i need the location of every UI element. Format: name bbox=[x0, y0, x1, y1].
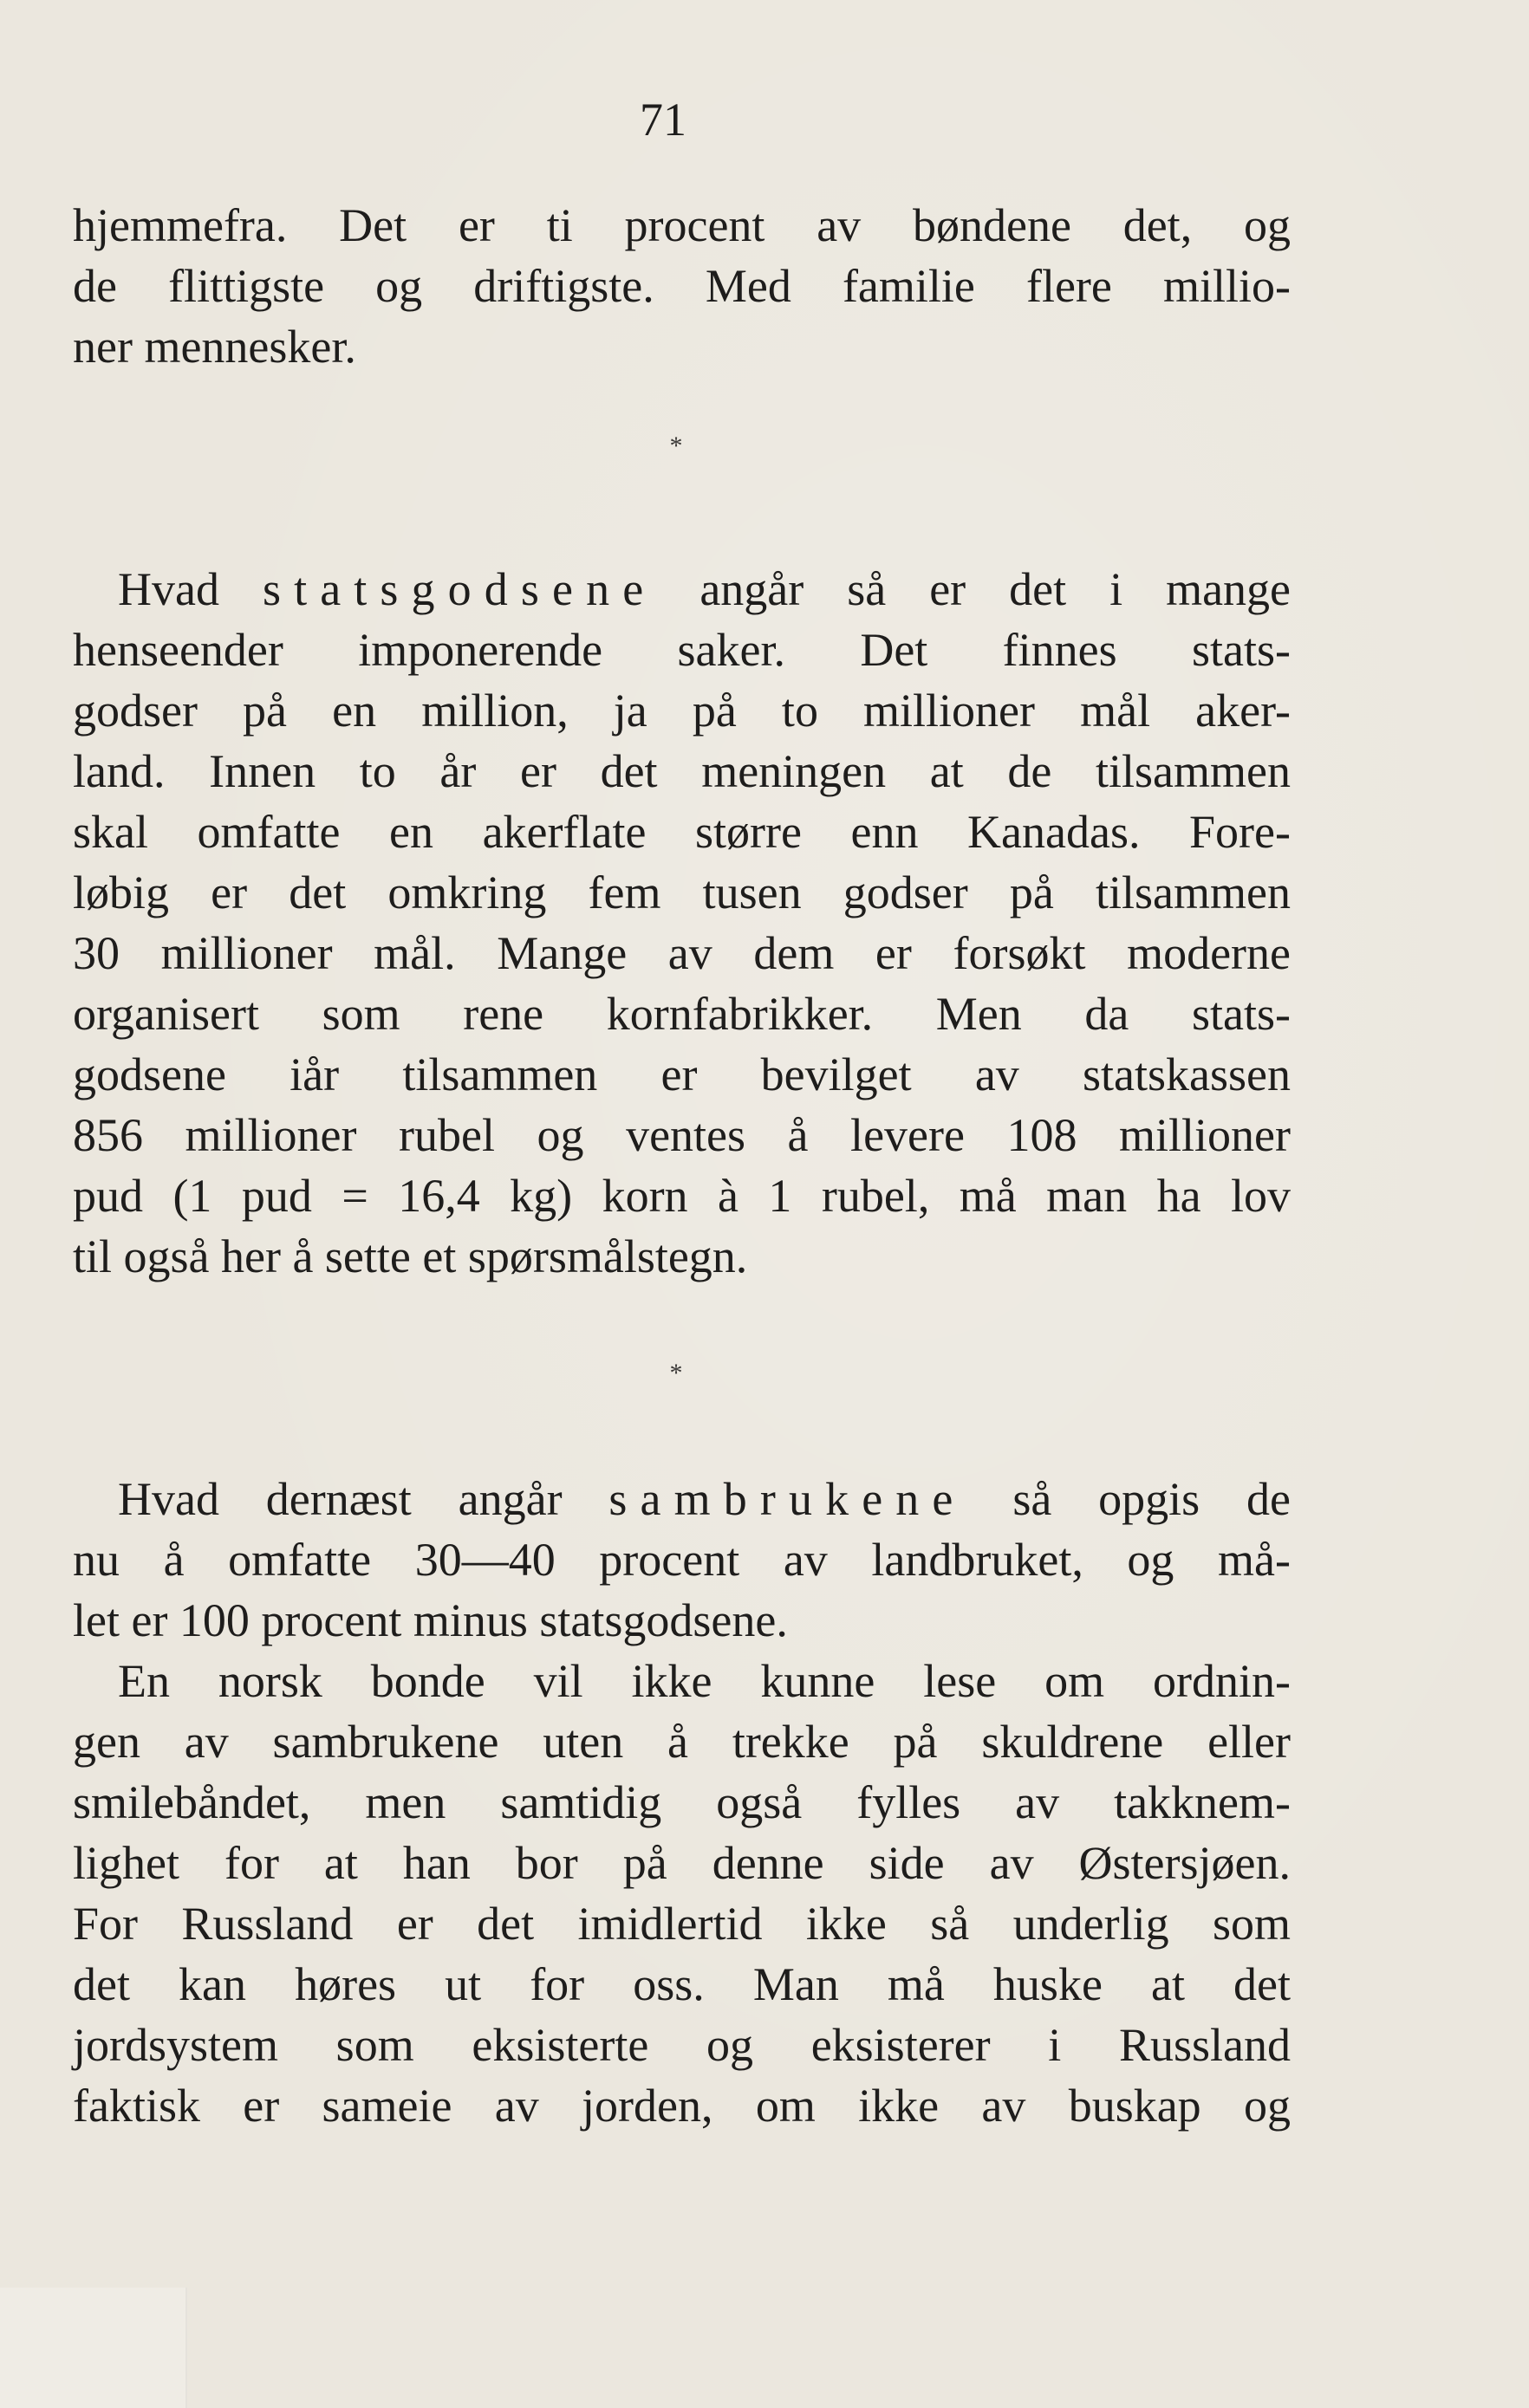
text-line: godsene iår tilsammen er bevilget av statskassen bbox=[73, 1048, 1291, 1100]
text-line: løbig er det omkring fem tusen godser på tilsammen bbox=[73, 866, 1291, 918]
text-line: ner mennesker. bbox=[73, 321, 356, 373]
text-line: henseender imponerende saker. Det finnes stats- bbox=[73, 624, 1291, 676]
text-fragment: Hvad bbox=[118, 563, 219, 615]
text-line: de flittigste og driftigste. Med familie flere millio- bbox=[73, 260, 1291, 312]
page-number: 71 bbox=[640, 94, 686, 146]
text-line: organisert som rene kornfabrikker. Men da stats- bbox=[73, 988, 1291, 1040]
text-fragment: så opgis de bbox=[1012, 1473, 1292, 1525]
text-line: godser på en million, ja på to millioner mål aker- bbox=[73, 685, 1291, 737]
text-line bbox=[73, 1469, 1291, 1529]
paper-edge-mark bbox=[0, 2288, 187, 2408]
text-line: det kan høres ut for oss. Man må huske at det bbox=[73, 1958, 1291, 2010]
text-line: land. Innen to år er det meningen at de tilsammen bbox=[73, 745, 1291, 797]
section-ornament: * bbox=[669, 1359, 683, 1387]
paragraph-4 bbox=[73, 1651, 1291, 2136]
paragraph-1 bbox=[73, 195, 1291, 377]
text-line bbox=[73, 559, 1291, 620]
text-line: let er 100 procent minus statsgodsene. bbox=[73, 1594, 788, 1646]
text-fragment: Hvad dernæst angår bbox=[118, 1473, 563, 1525]
text-line: pud (1 pud = 16,4 kg) korn à 1 rubel, må man ha lov bbox=[73, 1170, 1291, 1222]
paragraph-3 bbox=[73, 1469, 1291, 1651]
text-line: faktisk er sameie av jorden, om ikke av buskap og bbox=[73, 2080, 1291, 2132]
text-line: jordsystem som eksisterte og eksisterer i Russland bbox=[73, 2019, 1291, 2071]
text-fragment: angår så er det i mange bbox=[699, 563, 1292, 615]
text-line: En norsk bonde vil ikke kunne lese om ordnin- bbox=[118, 1655, 1291, 1707]
text-line: 30 millioner mål. Mange av dem er forsøkt moderne bbox=[73, 927, 1291, 979]
text-line: For Russland er det imidlertid ikke så underlig som bbox=[73, 1898, 1291, 1950]
text-line: til også her å sette et spørsmålstegn. bbox=[73, 1230, 748, 1282]
text-line: hjemmefra. Det er ti procent av bøndene det, og bbox=[73, 199, 1291, 251]
text-line: lighet for at han bor på denne side av Østersjøen. bbox=[73, 1837, 1291, 1889]
emphasis-spaced: sambrukene bbox=[608, 1473, 966, 1525]
section-ornament: * bbox=[669, 432, 683, 460]
text-line: nu å omfatte 30—40 procent av landbruket, og må- bbox=[73, 1534, 1291, 1586]
text-line: skal omfatte en akerflate større enn Kanadas. Fore- bbox=[73, 806, 1291, 858]
text-line: 856 millioner rubel og ventes å levere 108 millioner bbox=[73, 1109, 1291, 1161]
paragraph-2 bbox=[73, 559, 1291, 1287]
emphasis-spaced: statsgodsene bbox=[262, 563, 657, 615]
text-line: smilebåndet, men samtidig også fylles av takknem- bbox=[73, 1776, 1291, 1828]
text-line: gen av sambrukene uten å trekke på skuldrene eller bbox=[73, 1716, 1291, 1768]
